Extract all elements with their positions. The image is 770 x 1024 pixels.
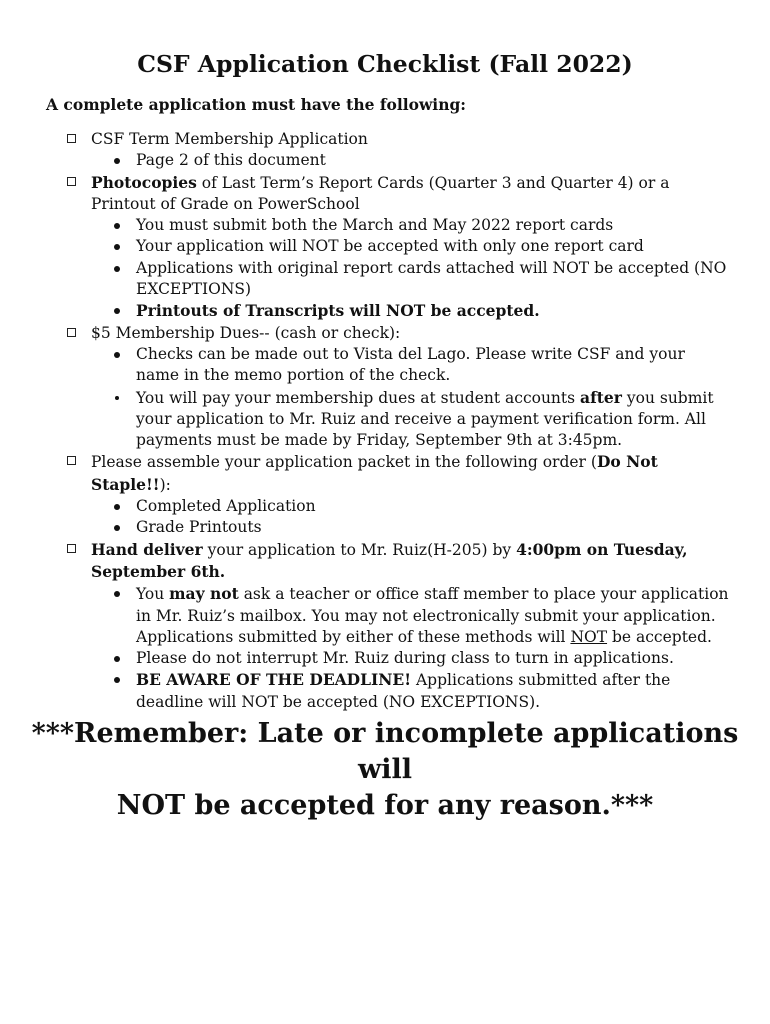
sub-item-text: Grade Printouts <box>136 518 262 537</box>
sub-list <box>91 344 730 451</box>
checklist-item-assemble-packet <box>0 451 770 538</box>
sub-item-bold-text: BE AWARE OF THE DEADLINE! <box>136 670 412 690</box>
bullet-icon <box>115 396 119 400</box>
sub-list <box>91 150 730 171</box>
intro-text: A complete application must have the following: <box>46 95 467 114</box>
checkbox-icon <box>67 328 76 337</box>
checklist-item-membership-dues <box>0 323 770 452</box>
sub-item-bold-text: after <box>580 387 622 407</box>
checklist-item-hand-deliver <box>0 539 770 713</box>
bullet-icon <box>114 677 120 683</box>
checkbox-icon <box>67 544 76 553</box>
sub-list <box>91 583 730 713</box>
item-bold-text: Photocopies <box>91 172 197 192</box>
item-bold-text: 4:00pm on Tuesday, September 6th. <box>91 539 688 581</box>
item-bold-text: Hand deliver <box>91 539 203 559</box>
bullet-icon <box>114 266 120 272</box>
bullet-icon <box>114 308 120 314</box>
bullet-icon <box>114 244 120 250</box>
item-text: your application to Mr. Ruiz(H-205) by <box>202 540 517 559</box>
sub-item-text: be accepted. <box>607 627 712 646</box>
closing-line-1: ***Remember: Late or incomplete applications will <box>31 718 739 785</box>
sub-item <box>91 236 730 257</box>
sub-item-bold-text: may not <box>169 584 239 604</box>
checkbox-icon <box>67 177 76 186</box>
sub-item <box>91 648 730 669</box>
item-text: $5 Membership Dues-- (cash or check): <box>91 323 401 342</box>
bullet-icon <box>114 352 120 358</box>
sub-item <box>91 583 730 648</box>
bullet-icon <box>114 591 120 597</box>
sub-item-text: You <box>136 585 170 604</box>
sub-list <box>91 496 730 539</box>
sub-item <box>91 215 730 236</box>
item-text: of Last Term’s Report Cards (Quarter 3 and Quarter 4) or a Printout of Grade on PowerSchool <box>91 173 670 213</box>
sub-item-text: you submit your application to Mr. Ruiz and receive a payment verification form. All payments must be made by Friday, September 9th at 3:45pm. <box>136 388 714 450</box>
bullet-icon <box>114 656 120 662</box>
sub-item-text: Applications with original report cards attached will NOT be accepted (NO EXCEPTIONS) <box>136 258 727 299</box>
item-text: Please assemble your application packet in the following order ( <box>91 453 597 472</box>
item-text: CSF Term Membership Application <box>91 130 368 148</box>
checkbox-icon <box>67 456 76 465</box>
page-title: CSF Application Checklist (Fall 2022) <box>137 50 633 78</box>
bullet-icon <box>114 223 120 229</box>
sub-item <box>91 496 730 517</box>
checklist-item-membership-application <box>0 129 770 172</box>
sub-item <box>91 669 730 713</box>
sub-item <box>91 387 730 452</box>
bullet-icon <box>114 525 120 531</box>
sub-item-text: Your application will NOT be accepted with only one report card <box>136 237 644 256</box>
sub-item-text: Completed Application <box>136 497 316 516</box>
sub-item-underlined-text: NOT <box>570 627 608 646</box>
closing-reminder <box>0 716 770 824</box>
sub-item-text: ask a teacher or office staff member to place your application in Mr. Ruiz’s mailbox. You may not electronically submit your application. Applications submitted by either of these methods will <box>136 585 729 646</box>
sub-list <box>91 215 730 322</box>
sub-item <box>91 150 730 171</box>
checklist <box>0 129 770 713</box>
checkbox-icon <box>67 134 76 143</box>
sub-item <box>91 344 730 387</box>
item-bold-text: Do Not Staple!! <box>91 452 658 494</box>
sub-item-text: You will pay your membership dues at student accounts <box>136 388 581 407</box>
bullet-icon <box>114 158 120 164</box>
sub-item <box>91 258 730 301</box>
sub-item-text: Please do not interrupt Mr. Ruiz during class to turn in applications. <box>136 649 674 668</box>
item-text: ): <box>159 475 171 494</box>
checklist-item-report-cards <box>0 172 770 323</box>
sub-item-text: Checks can be made out to Vista del Lago. Please write CSF and your name in the memo portion of the check. <box>136 344 685 385</box>
closing-line-2: NOT be accepted for any reason.*** <box>116 790 654 821</box>
sub-item-text: You must submit both the March and May 2022 report cards <box>136 216 614 235</box>
sub-item-bold-text: Printouts of Transcripts will NOT be accepted. <box>136 301 540 321</box>
sub-item <box>91 517 730 538</box>
sub-item-text: Page 2 of this document <box>136 151 326 170</box>
sub-item <box>91 300 730 322</box>
bullet-icon <box>114 504 120 510</box>
sub-item-text: Applications submitted after the deadline will NOT be accepted (NO EXCEPTIONS). <box>136 671 671 711</box>
